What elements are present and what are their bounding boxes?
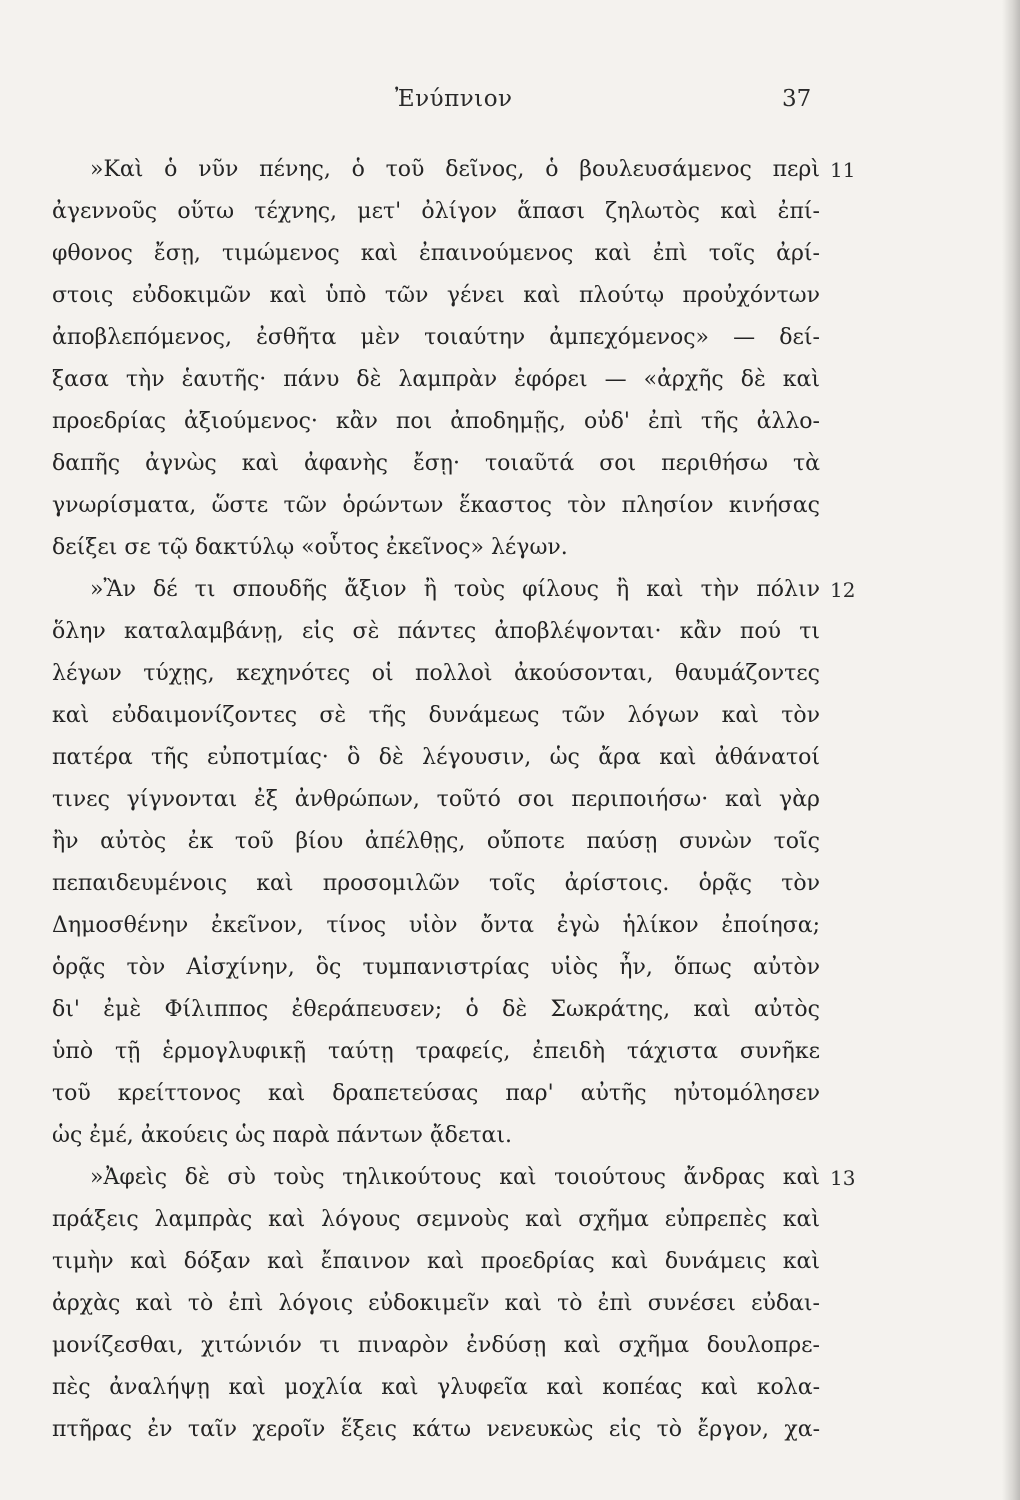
text-line: »Ἂν δέ τι σπουδῆς ἄξιον ἢ τοὺς φίλους ἢ καὶ τὴν πόλιν bbox=[90, 577, 820, 602]
text-line: ἀποβλεπόμενος, ἐσθῆτα μὲν τοιαύτην ἀμπεχόμενος» — δεί- bbox=[52, 325, 820, 350]
text-line: τινες γίγνονται ἐξ ἀνθρώπων, τοῦτό σοι περιποιήσω· καὶ γὰρ bbox=[52, 787, 820, 812]
text-line: φθονος ἔσῃ, τιμώμενος καὶ ἐπαινούμενος καὶ ἐπὶ τοῖς ἀρί- bbox=[52, 241, 820, 266]
text-line: λέγων τύχῃς, κεχηνότες οἱ πολλοὶ ἀκούσονται, θαυμάζοντες bbox=[52, 661, 820, 686]
text-line: δείξει σε τῷ δακτύλῳ «οὗτος ἐκεῖνος» λέγων. bbox=[52, 535, 568, 560]
text-line: ὡς ἐμέ, ἀκούεις ὡς παρὰ πάντων ᾄδεται. bbox=[52, 1123, 512, 1148]
text-line: πράξεις λαμπρὰς καὶ λόγους σεμνοὺς καὶ σχῆμα εὐπρεπὲς καὶ bbox=[52, 1207, 820, 1232]
section-number: 13 bbox=[830, 1166, 856, 1190]
text-line: ὑπὸ τῇ ἑρμογλυφικῇ ταύτῃ τραφείς, ἐπειδὴ τάχιστα συνῆκε bbox=[52, 1039, 820, 1064]
text-line: ὁρᾷς τὸν Αἰσχίνην, ὃς τυμπανιστρίας υἱὸς ἦν, ὅπως αὐτὸν bbox=[52, 955, 820, 980]
section-number: 12 bbox=[830, 578, 856, 602]
text-line: μονίζεσθαι, χιτώνιόν τι πιναρὸν ἐνδύσῃ καὶ σχῆμα δουλοπρε- bbox=[52, 1333, 820, 1358]
text-line: στοις εὐδοκιμῶν καὶ ὑπὸ τῶν γένει καὶ πλούτῳ προὐχόντων bbox=[52, 283, 820, 308]
text-line: γνωρίσματα, ὥστε τῶν ὁρώντων ἕκαστος τὸν πλησίον κινήσας bbox=[52, 493, 820, 518]
text-line: Δημοσθένην ἐκεῖνον, τίνος υἱὸν ὄντα ἐγὼ ἡλίκον ἐποίησα; bbox=[52, 913, 820, 938]
text-line: καὶ εὐδαιμονίζοντες σὲ τῆς δυνάμεως τῶν λόγων καὶ τὸν bbox=[52, 703, 820, 728]
text-line: ἢν αὐτὸς ἐκ τοῦ βίου ἀπέλθῃς, οὔποτε παύσῃ συνὼν τοῖς bbox=[52, 829, 820, 854]
text-line: ἀγεννοῦς οὕτω τέχνης, μετ' ὀλίγον ἅπασι ζηλωτὸς καὶ ἐπί- bbox=[52, 199, 820, 224]
running-header-title: Ἐνύπνιον bbox=[395, 86, 513, 112]
text-line: ὅλην καταλαμβάνῃ, εἰς σὲ πάντες ἀποβλέψονται· κἂν πού τι bbox=[52, 619, 820, 644]
section-number: 11 bbox=[830, 158, 856, 182]
text-line: πὲς ἀναλήψῃ καὶ μοχλία καὶ γλυφεῖα καὶ κοπέας καὶ κολα- bbox=[52, 1375, 820, 1400]
text-line: δι' ἐμὲ Φίλιππος ἐθεράπευσεν; ὁ δὲ Σωκράτης, καὶ αὐτὸς bbox=[52, 997, 820, 1022]
text-line: ξασα τὴν ἑαυτῆς· πάνυ δὲ λαμπρὰν ἐφόρει — «ἀρχῆς δὲ καὶ bbox=[52, 367, 820, 392]
page-number: 37 bbox=[782, 86, 812, 112]
text-line: »Καὶ ὁ νῦν πένης, ὁ τοῦ δεῖνος, ὁ βουλευσάμενος περὶ bbox=[90, 157, 820, 182]
page-edge-shadow bbox=[1002, 0, 1020, 1500]
text-line: προεδρίας ἀξιούμενος· κἂν ποι ἀποδημῇς, οὐδ' ἐπὶ τῆς ἀλλο- bbox=[52, 409, 820, 434]
text-line: πατέρα τῆς εὐποτμίας· ὃ δὲ λέγουσιν, ὡς ἄρα καὶ ἀθάνατοί bbox=[52, 745, 820, 770]
text-line: πεπαιδευμένοις καὶ προσομιλῶν τοῖς ἀρίστοις. ὁρᾷς τὸν bbox=[52, 871, 820, 896]
text-line: »Ἀφεὶς δὲ σὺ τοὺς τηλικούτους καὶ τοιούτους ἄνδρας καὶ bbox=[90, 1165, 820, 1190]
text-line: τοῦ κρείττονος καὶ δραπετεύσας παρ' αὐτῆς ηὐτομόλησεν bbox=[52, 1081, 820, 1106]
text-line: πτῆρας ἐν ταῖν χεροῖν ἕξεις κάτω νενευκὼς εἰς τὸ ἔργον, χα- bbox=[52, 1417, 820, 1442]
text-line: δαπῆς ἀγνὼς καὶ ἀφανὴς ἔσῃ· τοιαῦτά σοι περιθήσω τὰ bbox=[52, 451, 820, 476]
text-line: ἀρχὰς καὶ τὸ ἐπὶ λόγοις εὐδοκιμεῖν καὶ τὸ ἐπὶ συνέσει εὐδαι- bbox=[52, 1291, 820, 1316]
text-line: τιμὴν καὶ δόξαν καὶ ἔπαινον καὶ προεδρίας καὶ δυνάμεις καὶ bbox=[52, 1249, 820, 1274]
